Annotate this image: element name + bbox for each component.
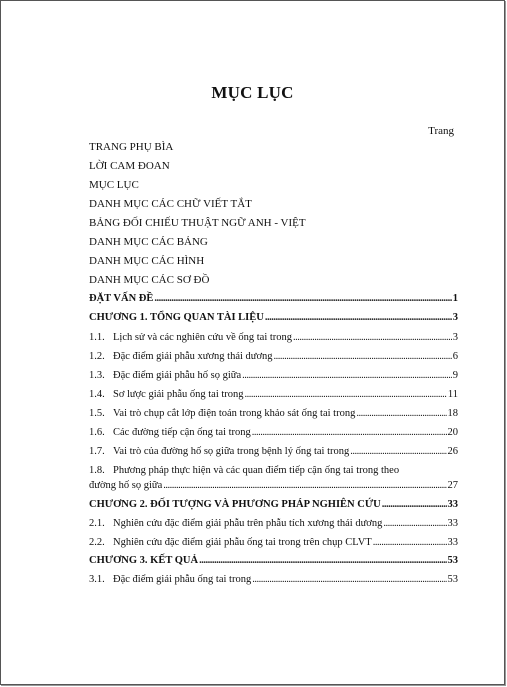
toc-entry-text: Lịch sử và các nghiên cứu về ống tai trong [113, 332, 293, 343]
toc-entry [89, 446, 458, 457]
toc-entry-wrapped-line2 [89, 480, 458, 491]
toc-entry [89, 574, 458, 585]
toc-entry-number: 3.1. [89, 574, 105, 585]
toc-entry-text: CHƯƠNG 3. KẾT QUẢ [89, 555, 199, 566]
toc-entry-page: 20 [447, 427, 458, 438]
toc-entry-page: 1 [452, 293, 458, 304]
toc-entry-text: Vai trò của đường hố sọ giữa trong bệnh lý ống tai trong [113, 446, 350, 457]
leader-dots [293, 332, 452, 343]
toc-entry-page: 18 [447, 408, 458, 419]
toc-entry [89, 351, 458, 362]
toc-entry-text: ĐẶT VẤN ĐỀ [89, 293, 154, 304]
toc-entry-number: 1.6. [89, 427, 105, 438]
toc-entry-text: CHƯƠNG 2. ĐỐI TƯỢNG VÀ PHƯƠNG PHÁP NGHIÊN CỨU [89, 499, 381, 510]
toc-entry-text: Đặc điểm giải phẫu hố sọ giữa [113, 370, 242, 381]
toc-entry-number: 1.3. [89, 370, 105, 381]
toc-entry-page: 33 [447, 537, 458, 548]
leader-dots [163, 480, 446, 491]
leader-dots [350, 446, 446, 457]
toc-entry-page: 27 [447, 480, 458, 491]
leader-dots [356, 408, 446, 419]
toc-entry-page: 6 [452, 351, 458, 362]
toc-entry-number: 1.4. [89, 389, 105, 400]
leader-dots [265, 312, 452, 323]
toc-entry-number: 2.1. [89, 518, 105, 529]
toc-entry-number: 2.2. [89, 537, 105, 548]
toc-entry-text: Các đường tiếp cận ống tai trong [113, 427, 251, 438]
toc-entry-text: Đặc điểm giải phẫu ống tai trong [113, 574, 252, 585]
leader-dots [383, 518, 446, 529]
toc-entry-page: 53 [447, 574, 458, 585]
toc-entry [89, 555, 458, 566]
toc-entry-number: 1.5. [89, 408, 105, 419]
leader-dots [382, 499, 447, 510]
page-title: MỤC LỤC [211, 83, 294, 102]
toc-entry-page: 33 [447, 499, 458, 510]
toc-entry-page: 26 [447, 446, 458, 457]
toc-entry [89, 499, 458, 510]
toc-entry-text: đường hố sọ giữa [89, 480, 163, 491]
toc-entry [89, 537, 458, 548]
toc-entry-number: 1.2. [89, 351, 105, 362]
toc-entry-text: Sơ lược giải phẫu ống tai trong [113, 389, 244, 400]
toc-entry-text: CHƯƠNG 1. TỔNG QUAN TÀI LIỆU [89, 312, 264, 323]
toc-entry-wrapped-line1 [89, 465, 458, 476]
toc-entry [89, 389, 458, 400]
leader-dots [252, 574, 446, 585]
toc-entry-number: 1.1. [89, 332, 105, 343]
toc-front-item: TRANG PHỤ BÌA [89, 141, 174, 153]
leader-dots [245, 389, 447, 400]
leader-dots [373, 537, 447, 548]
toc-entry [89, 312, 458, 323]
page-column-header: Trang [428, 125, 454, 137]
toc-entry-text: Nghiên cứu đặc điểm giải phẫu trên phẫu tích xương thái dương [113, 518, 383, 529]
leader-dots [199, 555, 446, 566]
toc-entry-page: 3 [452, 312, 458, 323]
toc-front-item: BẢNG ĐỐI CHIẾU THUẬT NGỮ ANH - VIỆT [89, 217, 306, 229]
leader-dots [154, 293, 451, 304]
toc-entry [89, 518, 458, 529]
toc-entry-number: 1.7. [89, 446, 105, 457]
leader-dots [252, 427, 447, 438]
toc-entry-text: Đặc điểm giải phẫu xương thái dương [113, 351, 273, 362]
toc-entry [89, 293, 458, 304]
toc-entry-number: 1.8. [89, 465, 105, 476]
toc-front-item: DANH MỤC CÁC BẢNG [89, 236, 208, 248]
toc-entry-page: 9 [452, 370, 458, 381]
toc-front-item: DANH MỤC CÁC SƠ ĐỒ [89, 274, 210, 286]
toc-entry-text: Nghiên cứu đặc điểm giải phẫu ống tai trong trên chụp CLVT [113, 537, 372, 548]
toc-front-item: MỤC LỤC [89, 179, 139, 191]
leader-dots [274, 351, 452, 362]
toc-entry-page: 3 [452, 332, 458, 343]
toc-entry-text: Vai trò chụp cắt lớp điện toán trong khảo sát ống tai trong [113, 408, 356, 419]
toc-entry-page: 33 [447, 518, 458, 529]
toc-front-item: LỜI CAM ĐOAN [89, 160, 170, 172]
toc-entry [89, 427, 458, 438]
toc-entry-page: 53 [447, 555, 458, 566]
toc-front-item: DANH MỤC CÁC HÌNH [89, 255, 205, 267]
toc-entry [89, 370, 458, 381]
toc-entry-text: Phương pháp thực hiện và các quan điểm tiếp cận ống tai trong theo [113, 465, 400, 476]
toc-entry-page: 11 [447, 389, 458, 400]
leader-dots [242, 370, 452, 381]
toc-entry [89, 408, 458, 419]
toc-front-item: DANH MỤC CÁC CHỮ VIẾT TẮT [89, 198, 252, 210]
toc-entry [89, 332, 458, 343]
